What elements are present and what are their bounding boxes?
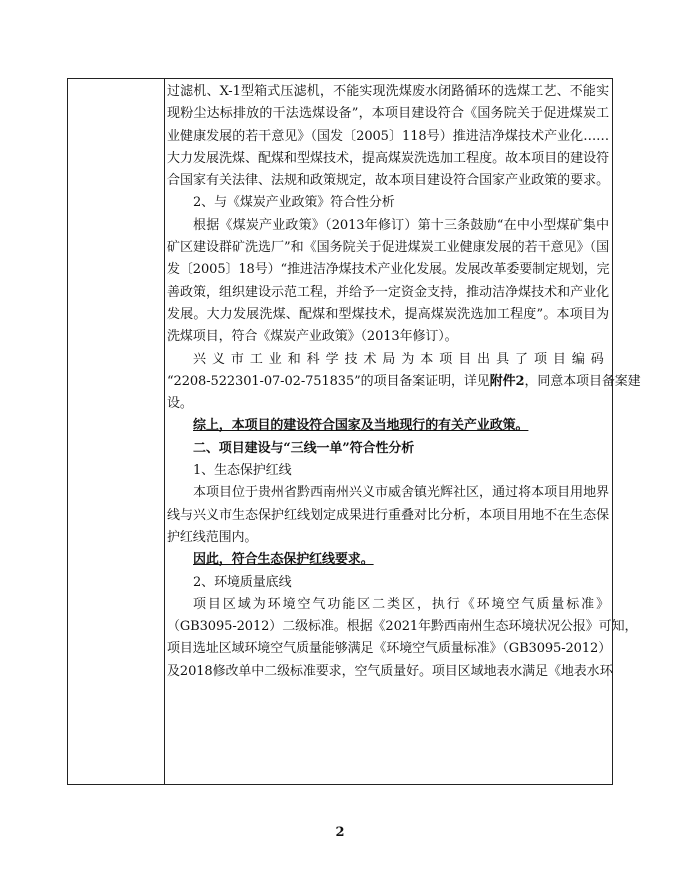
- conclusion-line: [167, 415, 609, 437]
- table-column-divider: [164, 79, 165, 784]
- text-line: 及2018修改单中二级标准要求，空气质量好。项目区域地表水满足《地表水环: [167, 663, 613, 679]
- text-line: 发〔2005〕18号）“推进洁净煤技术产业化发展。发展改革委要制定规划，完: [167, 262, 610, 278]
- text-line: （GB3095-2012）二级标准。根据《2021年黔西南州生态环境状况公报》可知，: [167, 619, 638, 635]
- text-line: 护红线范围内。: [167, 529, 258, 545]
- subsection-heading: 2、环境质量底线: [193, 574, 292, 590]
- section-heading: 2、与《煤炭产业政策》符合性分析: [193, 195, 395, 211]
- text-line: 现粉尘达标排放的干法选煤设备”，本项目建设符合《国务院关于促进煤炭工: [167, 106, 609, 122]
- table-content-cell: [167, 81, 641, 784]
- conclusion-text: 因此，符合生态保护红线要求。: [193, 552, 374, 568]
- text-line: 项目区域为环境空气功能区二类区，执行《环境空气质量标准》: [193, 596, 609, 612]
- page-number: 2: [335, 825, 345, 840]
- text-line: 大力发展洗煤、配煤和型煤技术，提高煤炭洗选加工程度。故本项目的建设符: [167, 150, 609, 166]
- text-line: 兴义市工业和科学技术局为本项目出具了项目编码: [193, 351, 609, 367]
- document-table: [67, 78, 641, 785]
- text-line: 矿区建设群矿洗选厂”和《国务院关于促进煤炭工业健康发展的若干意见》（国: [167, 240, 609, 256]
- subsection-heading: 1、生态保护红线: [193, 463, 292, 479]
- text-line: 善政策，组织建设示范工程，并给予一定资金支持，推动洁净煤技术和产业化: [167, 284, 609, 300]
- conclusion-line: [167, 549, 609, 571]
- conclusion-text: 综上，本项目的建设符合国家及当地现行的有关产业政策。: [193, 418, 529, 434]
- text-line: 过滤机、X-1型箱式压滤机，不能实现洗煤废水闭路循环的选煤工艺、不能实: [167, 84, 609, 99]
- text-segment: ，同意本项目备案建: [524, 373, 641, 389]
- text-line: 根据《煤炭产业政策》（2013年修订）第十三条鼓励“在中小型煤矿集中: [193, 217, 609, 233]
- text-line: 洗煤项目，符合《煤炭产业政策》（2013年修订）。: [167, 329, 458, 345]
- text-line: 合国家有关法律、法规和政策规定，故本项目建设符合国家产业政策的要求。: [167, 173, 609, 189]
- text-line: 本项目位于贵州省黔西南州兴义市威舍镇光辉社区，通过将本项目用地界: [193, 485, 609, 501]
- text-line: 线与兴义市生态保护红线划定成果进行重叠对比分析，本项目用地不在生态保: [167, 507, 609, 523]
- text-line: 发展。大力发展洗煤、配煤和型煤技术，提高煤炭洗选加工程度”。本项目为: [167, 306, 609, 322]
- text-line: 设。: [167, 396, 193, 412]
- text-line: [167, 371, 641, 393]
- text-line: 业健康发展的若干意见》（国发〔2005〕118号）推进洁净煤技术产业化……: [167, 128, 609, 144]
- text-segment: “2208-522301-07-02-751835”的项目备案证明，详见: [167, 373, 490, 389]
- section-heading: 二、项目建设与“三线一单”符合性分析: [193, 440, 415, 456]
- attachment-reference: 附件2: [489, 373, 525, 389]
- text-line: 项目选址区域环境空气质量能够满足《环境空气质量标准》（GB3095-2012）: [167, 641, 612, 657]
